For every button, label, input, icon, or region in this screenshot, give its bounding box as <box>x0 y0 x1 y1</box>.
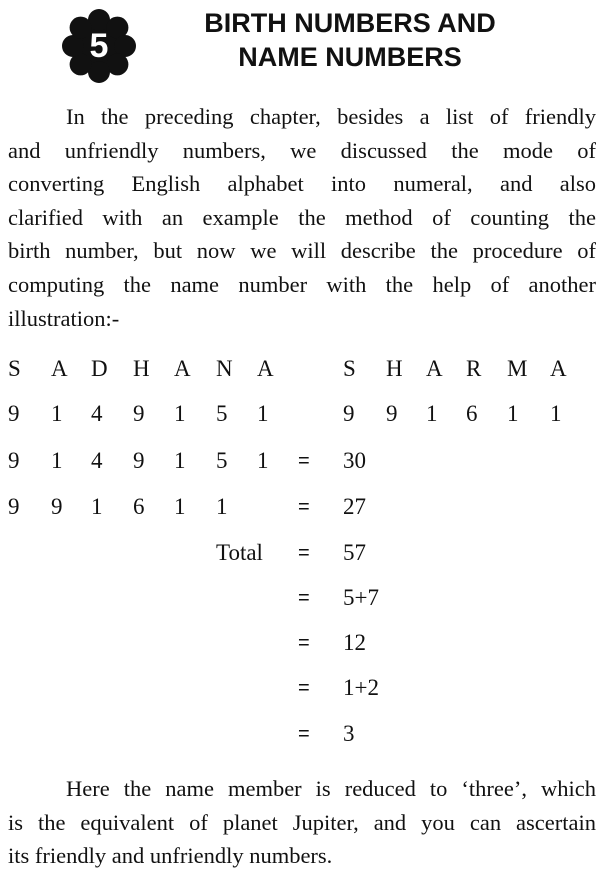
text-line: converting English alphabet into numeral, and also <box>8 171 596 197</box>
last-name-digit: 6 <box>133 494 145 519</box>
last-name-value: 6 <box>466 401 478 426</box>
first-name-sum: 30 <box>343 448 366 473</box>
chapter-title <box>150 6 550 74</box>
text-line: illustration:- <box>8 305 120 331</box>
text-line: its friendly and unfriendly numbers. <box>8 843 333 869</box>
first-name-letter: A <box>51 356 68 381</box>
last-name-value: 1 <box>550 401 562 426</box>
first-name-letter: D <box>91 356 108 381</box>
last-name-digit: 9 <box>51 494 63 519</box>
last-name-value: 1 <box>507 401 519 426</box>
text-line: is the equivalent of planet Jupiter, and you can ascertain <box>8 809 596 835</box>
text-line: and unfriendly numbers, we discussed the mode of <box>8 137 596 163</box>
chapter-title-line-1: BIRTH NUMBERS AND <box>204 8 496 38</box>
first-name-value: 9 <box>133 401 145 426</box>
reduction-step: 12 <box>343 630 366 655</box>
reduction-step: 3 <box>343 721 355 746</box>
last-name-value: 1 <box>426 401 438 426</box>
first-name-value: 1 <box>51 401 63 426</box>
last-name-sum: 27 <box>343 494 366 519</box>
last-name-value: 9 <box>343 401 355 426</box>
last-name-letter: S <box>343 356 356 381</box>
intro-paragraph <box>8 100 596 335</box>
first-name-digit: 9 <box>133 448 145 473</box>
first-name-value: 5 <box>216 401 228 426</box>
first-name-letter: A <box>174 356 191 381</box>
reduction-step: 57 <box>343 540 366 565</box>
text-line: In the preceding chapter, besides a list of friendly <box>66 104 596 129</box>
first-name-digit: 1 <box>174 448 186 473</box>
equals-sign: = <box>298 450 310 472</box>
first-name-digit: 5 <box>216 448 228 473</box>
last-name-letter: H <box>386 356 403 381</box>
first-name-letter: A <box>257 356 274 381</box>
chapter-title-line-2: NAME NUMBERS <box>238 42 462 72</box>
text-line: birth number, but now we will describe the procedure of <box>8 238 596 264</box>
last-name-digit: 9 <box>8 494 20 519</box>
first-name-digit: 4 <box>91 448 103 473</box>
equals-sign: = <box>298 587 310 609</box>
last-name-digit: 1 <box>216 494 228 519</box>
first-name-value: 9 <box>8 401 20 426</box>
first-name-value: 1 <box>257 401 269 426</box>
last-name-letter: A <box>550 356 567 381</box>
first-name-digit: 1 <box>257 448 269 473</box>
equals-sign: = <box>298 632 310 654</box>
last-name-letter: M <box>507 356 528 381</box>
first-name-value: 4 <box>91 401 103 426</box>
first-name-digit: 9 <box>8 448 20 473</box>
text-line: Here the name member is reduced to ‘three’, which <box>66 776 596 801</box>
reduction-step: 1+2 <box>343 675 379 700</box>
equals-sign: = <box>298 677 310 699</box>
last-name-letter: A <box>426 356 443 381</box>
total-label: Total <box>216 540 263 565</box>
last-name-value: 9 <box>386 401 398 426</box>
text-line: clarified with an example the method of counting the <box>8 204 596 230</box>
first-name-value: 1 <box>174 401 186 426</box>
last-name-digit: 1 <box>91 494 103 519</box>
last-name-letter: R <box>466 356 482 381</box>
text-line: computing the name number with the help of another <box>8 271 596 297</box>
chapter-number: 5 <box>89 27 109 65</box>
reduction-step: 5+7 <box>343 585 379 610</box>
first-name-letter: H <box>133 356 150 381</box>
first-name-digit: 1 <box>51 448 63 473</box>
chapter-badge <box>61 8 137 84</box>
equals-sign: = <box>298 542 310 564</box>
last-name-digit: 1 <box>174 494 186 519</box>
first-name-letter: S <box>8 356 21 381</box>
equals-sign: = <box>298 723 310 745</box>
equals-sign: = <box>298 496 310 518</box>
first-name-letter: N <box>216 356 233 381</box>
closing-paragraph <box>8 772 596 873</box>
